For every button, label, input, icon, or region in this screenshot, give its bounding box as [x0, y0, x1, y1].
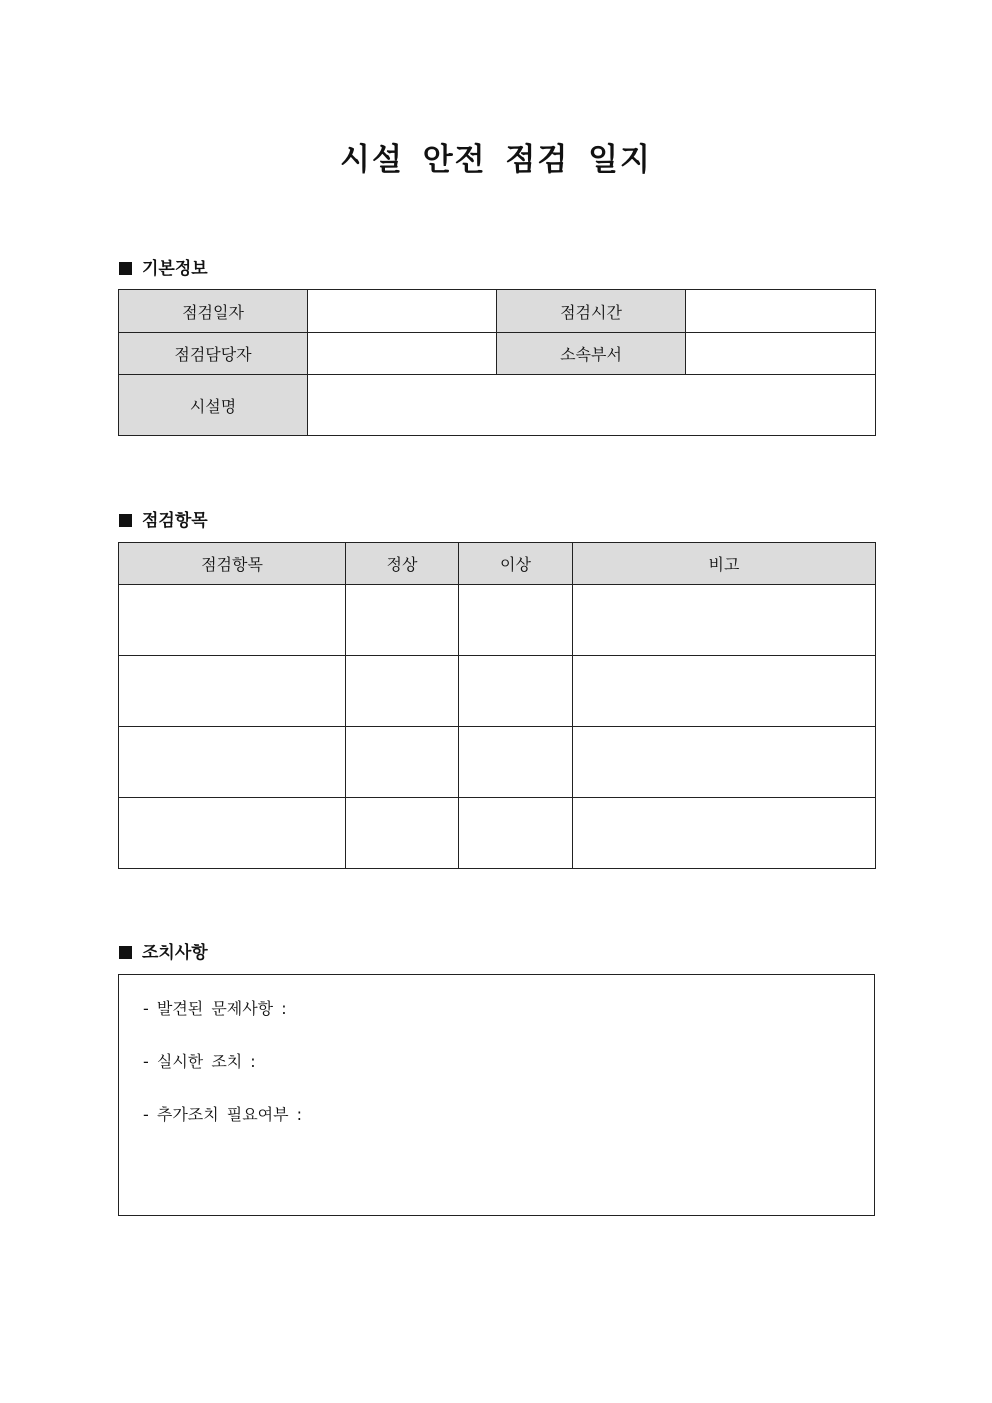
table-row [119, 656, 876, 727]
square-bullet-icon [119, 946, 132, 959]
actions-heading [119, 938, 208, 963]
abnormal-cell[interactable] [459, 656, 573, 727]
remarks-cell[interactable] [573, 656, 876, 727]
inspection-time-label: 점검시간 [497, 290, 686, 333]
document-title: 시설 안전 점검 일지 [340, 142, 652, 178]
item-cell[interactable] [119, 585, 346, 656]
basic-info-heading [119, 254, 208, 279]
table-row [119, 727, 876, 798]
table-row [119, 375, 876, 436]
column-header-item: 점검항목 [119, 543, 346, 585]
abnormal-cell[interactable] [459, 798, 573, 869]
table-row [119, 798, 876, 869]
column-header-remarks: 비고 [573, 543, 876, 585]
column-header-normal: 정상 [346, 543, 459, 585]
facility-name-field[interactable] [308, 375, 876, 436]
remarks-cell[interactable] [573, 585, 876, 656]
inspection-date-label: 점검일자 [119, 290, 308, 333]
actions-taken-line: - 실시한 조치 : [143, 1052, 256, 1071]
inspection-heading-text: 점검항목 [142, 511, 208, 531]
table-row [119, 290, 876, 333]
square-bullet-icon [119, 262, 132, 275]
actions-box[interactable] [118, 974, 875, 1216]
department-field[interactable] [686, 333, 876, 375]
normal-cell[interactable] [346, 585, 459, 656]
table-header-row [119, 543, 876, 585]
inspection-date-field[interactable] [308, 290, 497, 333]
normal-cell[interactable] [346, 727, 459, 798]
found-issues-line: - 발견된 문제사항 : [143, 999, 287, 1018]
inspector-label: 점검담당자 [119, 333, 308, 375]
remarks-cell[interactable] [573, 798, 876, 869]
department-label: 소속부서 [497, 333, 686, 375]
inspection-table [118, 542, 876, 869]
square-bullet-icon [119, 514, 132, 527]
item-cell[interactable] [119, 798, 346, 869]
inspection-heading [119, 506, 208, 531]
normal-cell[interactable] [346, 656, 459, 727]
abnormal-cell[interactable] [459, 727, 573, 798]
basic-info-heading-text: 기본정보 [142, 259, 208, 279]
remarks-cell[interactable] [573, 727, 876, 798]
basic-info-table [118, 289, 876, 436]
column-header-abnormal: 이상 [459, 543, 573, 585]
facility-name-label: 시설명 [119, 375, 308, 436]
item-cell[interactable] [119, 727, 346, 798]
inspection-time-field[interactable] [686, 290, 876, 333]
normal-cell[interactable] [346, 798, 459, 869]
actions-heading-text: 조치사항 [142, 943, 208, 963]
inspector-field[interactable] [308, 333, 497, 375]
abnormal-cell[interactable] [459, 585, 573, 656]
additional-action-line: - 추가조치 필요여부 : [143, 1105, 303, 1124]
item-cell[interactable] [119, 656, 346, 727]
table-row [119, 585, 876, 656]
table-row [119, 333, 876, 375]
